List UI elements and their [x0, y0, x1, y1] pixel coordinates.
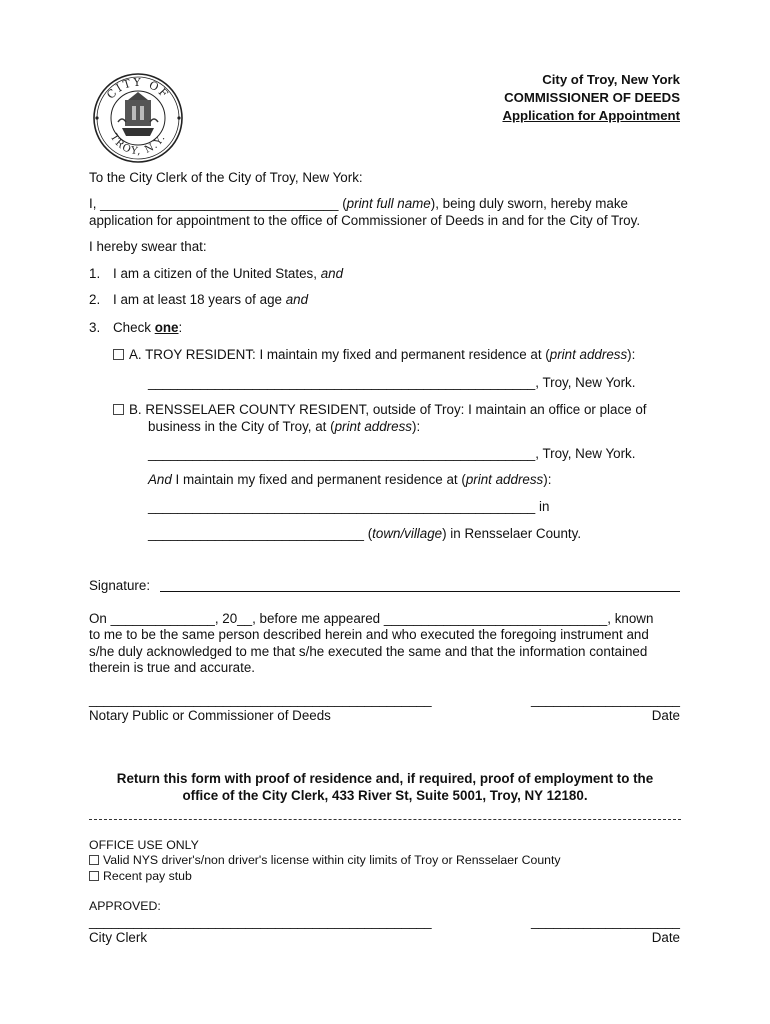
divider-line	[89, 819, 681, 820]
item-1-number: 1.	[89, 266, 101, 281]
header-office: COMMISSIONER OF DEEDS	[504, 90, 680, 105]
clerk-date-line[interactable]: ____________________	[531, 914, 680, 929]
notary-line-3: s/he duly acknowledged to me that s/he executed the same and that the information contained	[89, 644, 648, 659]
notary-date-line[interactable]: ____________________	[531, 692, 680, 707]
residence-statement: And I maintain my fixed and permanent residence at (print address):	[148, 472, 552, 487]
option-b-line-2: business in the City of Troy, at (print address):	[148, 419, 421, 434]
clerk-label: City Clerk	[89, 930, 148, 945]
seal-bottom-text: TROY, N.Y.	[107, 132, 169, 158]
notary-label: Notary Public or Commissioner of Deeds	[89, 708, 331, 723]
item-2-number: 2.	[89, 292, 101, 307]
office-check-paystub: Recent pay stub	[89, 868, 192, 884]
city-seal	[92, 72, 184, 164]
option-b-checkbox[interactable]	[113, 404, 124, 415]
item-1: I am a citizen of the United States, and	[113, 266, 344, 281]
intro-line-1: I, ________________________________ (print full name), being duly sworn, hereby make	[89, 196, 629, 211]
license-checkbox[interactable]	[89, 855, 99, 865]
header-city: City of Troy, New York	[542, 72, 680, 87]
header-form-title: Application for Appointment	[502, 108, 680, 123]
swear-heading: I hereby swear that:	[89, 239, 207, 254]
office-check-license: Valid NYS driver's/non driver's license within city limits of Troy or Rensselaer County	[89, 852, 561, 868]
notary-line-4: therein is true and accurate.	[89, 660, 255, 675]
option-b-business-address-line[interactable]: ____________________________________________________, Troy, New York.	[148, 446, 636, 461]
residence-address-line[interactable]: ____________________________________________________ in	[148, 499, 550, 514]
paystub-checkbox[interactable]	[89, 871, 99, 881]
clerk-signature-line[interactable]: ______________________________________________	[89, 914, 432, 929]
option-a-address-line[interactable]: ____________________________________________________, Troy, New York.	[148, 375, 636, 390]
intro-line-2: application for appointment to the office of Commissioner of Deeds in and for the City of Troy.	[89, 213, 641, 228]
item-3: Check one:	[113, 320, 183, 335]
notary-signature-line[interactable]: ______________________________________________	[89, 692, 432, 707]
notary-date-label: Date	[651, 708, 680, 723]
seal-top-text: CITY OF	[104, 75, 172, 102]
clerk-date-label: Date	[651, 930, 680, 945]
option-a-checkbox[interactable]	[113, 349, 124, 360]
item-3-number: 3.	[89, 320, 101, 335]
notary-line-2: to me to be the same person described herein and who executed the foregoing instrument and	[89, 627, 649, 642]
office-use-title: OFFICE USE ONLY	[89, 838, 199, 852]
option-a-troy-resident: A. TROY RESIDENT: I maintain my fixed and permanent residence at (print address):	[113, 346, 635, 363]
salutation: To the City Clerk of the City of Troy, New York:	[89, 170, 363, 185]
approved-label: APPROVED:	[89, 899, 161, 913]
town-village-line[interactable]: _____________________________ (town/village) in Rensselaer County.	[148, 526, 582, 541]
option-b-county-resident: B. RENSSELAER COUNTY RESIDENT, outside of Troy: I maintain an office or place of	[113, 401, 647, 418]
notary-line-1: On ______________, 20__, before me appeared ______________________________, known	[89, 611, 654, 626]
document-header	[502, 71, 680, 125]
return-instructions: Return this form with proof of residence and, if required, proof of employment to the office of the City Clerk, 433 River St, Suite 5001, Troy, NY 12180.	[116, 771, 654, 803]
signature-line[interactable]	[160, 591, 680, 592]
signature-label: Signature:	[89, 578, 151, 593]
item-2: I am at least 18 years of age and	[113, 292, 309, 307]
